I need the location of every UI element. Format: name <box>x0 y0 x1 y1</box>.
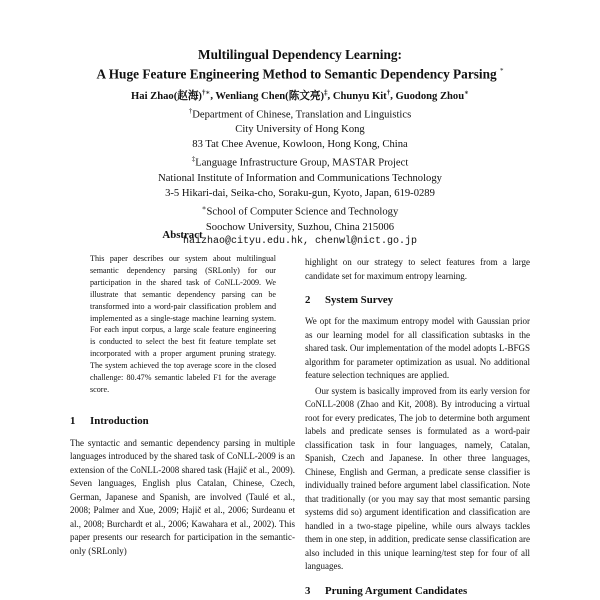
system-survey-paragraph-1: We opt for the maximum entropy model with Gaussian prior as our learning model for all classification subtasks in the shared task. Our implementation of the model adopts L-BFGS algorithm for parameter optimization as usual. No additional feature selection techniques are applied. <box>305 316 530 380</box>
right-column <box>305 256 530 598</box>
affiliation-line: ‡Language Infrastructure Group, MASTAR Project <box>191 155 409 170</box>
introduction-paragraph: The syntactic and semantic dependency parsing in multiple languages introduced by the shared task of CoNLL-2009 is an extension of the CoNLL-2008 shared task (Hajič et al., 2009). Seven languages, English plus Catalan, Chinese, Czech, German, Japanese and Spanish, are involved (Taulé et al., 2008; Palmer and Xue, 2009; Hajič et al., 2006; Surdeanu et al., 2008; Burchardt et al., 2006; Kawahara et al., 2002). This paper presents our research for participation in the semantic-only (SRLonly) <box>70 437 295 556</box>
title-line-1: Multilingual Dependency Learning: <box>198 47 402 62</box>
section-heading-system-survey: 2 System Survey <box>305 294 394 306</box>
continuation-paragraph: highlight on our strategy to select features from a large candidate set for maximum entropy learning. <box>305 257 530 281</box>
title-line-2: A Huge Feature Engineering Method to Semantic Dependency Parsing * <box>96 66 504 82</box>
title-footnote-mark: * <box>499 67 504 75</box>
affiliation-line: Soochow University, Suzhou, China 215006 <box>205 221 395 233</box>
paper-header <box>0 46 600 249</box>
paper-title <box>0 46 600 82</box>
author-3: Chunyu Kit† <box>332 88 391 102</box>
affiliation-line: 83 Tat Chee Avenue, Kowloon, Hong Kong, China <box>192 139 408 151</box>
affiliation-line: National Institute of Information and Communications Technology <box>158 173 442 185</box>
affiliation-block <box>0 104 600 235</box>
left-column <box>70 228 295 558</box>
author-2: Wenliang Chen(陈文亮)‡ <box>215 88 328 102</box>
section-heading-pruning: 3 Pruning Argument Candidates <box>305 584 468 597</box>
abstract-heading: Abstract <box>162 229 203 241</box>
email-addresses[interactable]: haizhao@cityu.edu.hk, chenwl@nict.go.jp <box>182 235 418 247</box>
section-heading-introduction: 1 Introduction <box>70 414 149 427</box>
affiliation-line: City University of Hong Kong <box>235 124 365 136</box>
affiliation-line: ∗School of Computer Science and Technology <box>201 204 399 218</box>
author-1: Hai Zhao(赵海)†∗ <box>131 88 211 102</box>
affiliation-line: †Department of Chinese, Translation and Linguistics <box>188 106 412 121</box>
system-survey-paragraph-2: Our system is basically improved from its early version for CoNLL-2008 (Zhao and Kit, 2008). By introducing a virtual root for every predicates, The job to determine both argument labels and predicate senses is formulated as a word-pair classification task in four languages, namely, Catalan, Spanish, Czech and Japanese. In other three languages, Chinese, English and German, a predicate sense classifier is individually trained before argument label classification. Note that traditionally (or you may say that most semantic parsing systems did so) argument identification and classification are handled in a two-stage pipeline, while ours always tackles them in one step, in addition, predicate sense classification are also included in this unique learning/test step for four of all languages. <box>305 385 530 571</box>
author-4: Guodong Zhou∗ <box>395 88 469 102</box>
affiliation-line: 3-5 Hikari-dai, Seika-cho, Soraku-gun, Kyoto, Japan, 619-0289 <box>165 188 435 200</box>
abstract-text: This paper describes our system about multilingual semantic dependency parsing (SRLonly) for our participation in the shared task of CoNLL-2009. We illustrate that semantic dependency parsing can be transformed into a word-pair classification problem and implemented as a single-stage machine learning system. For each input corpus, a large scale feature engineering is conducted to select the best fit feature template set incorporated with a proper argument pruning strategy. The system achieved the top average score in the closed challenge: 80.47% semantic labeled F1 for the average score. <box>90 254 276 394</box>
author-list: Hai Zhao(赵海)†∗, Wenliang Chen(陈文亮)‡, Chunyu Kit†, Guodong Zhou∗ <box>131 88 469 102</box>
